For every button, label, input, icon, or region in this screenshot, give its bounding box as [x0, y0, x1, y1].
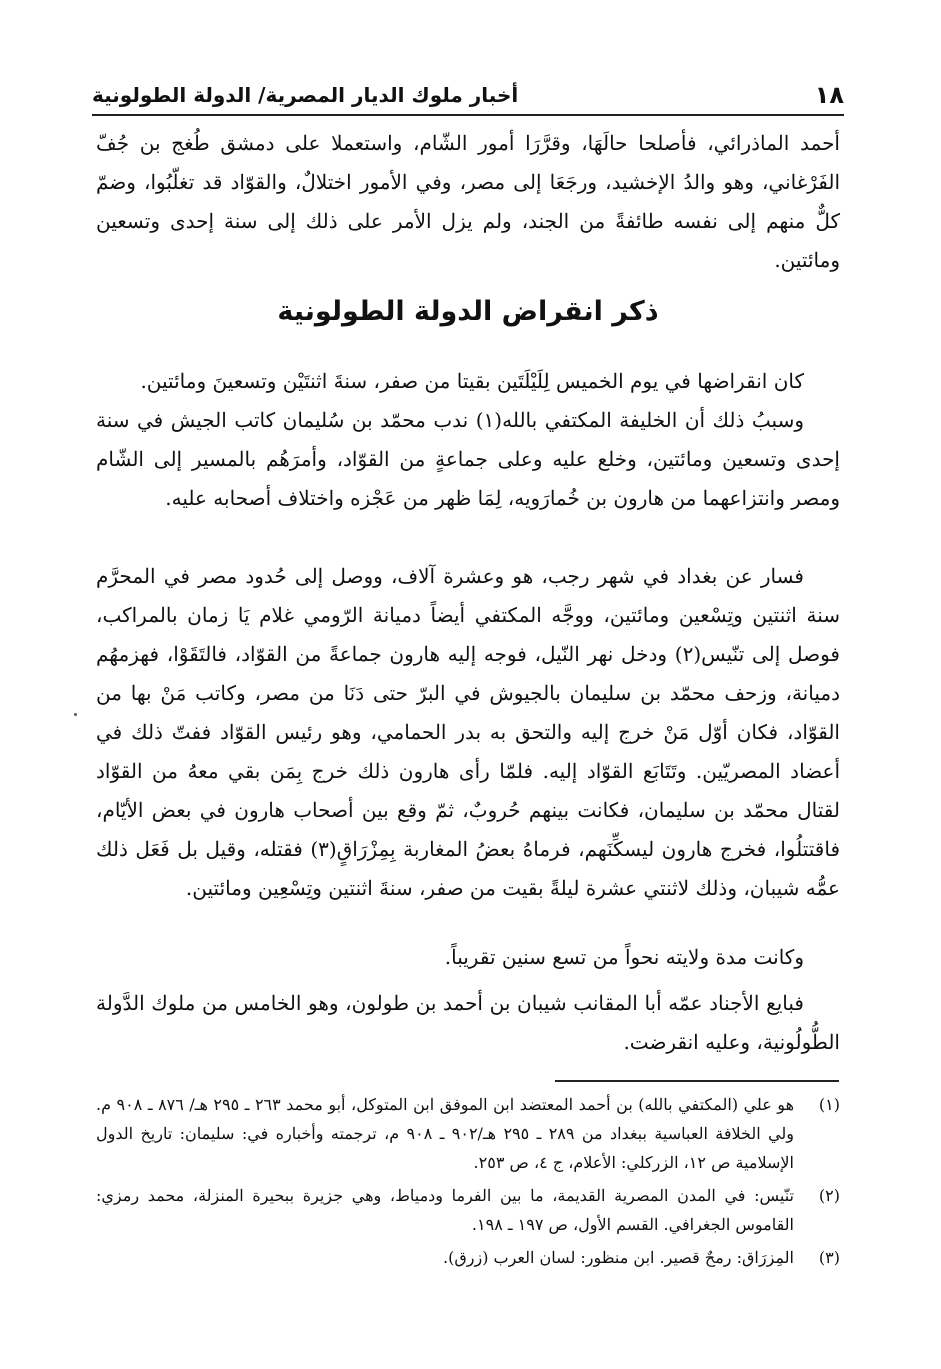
header-divider	[92, 114, 844, 116]
footnote-marker: (٣)	[818, 1248, 840, 1267]
body-paragraph: أحمد الماذرائي، فأصلحا حالَهَا، وقرَّرَا أمور الشّام، واستعملا على دمشق طُغج بن جُفّ الفَرْغاني، وهو والدُ الإخشيد، ورجَعَا إلى مصر، وفي الأمور اختلالٌ، والقوّاد قد تغلّبُوا، وضمّ كلٌّ منهم إلى نفسه طائفةً من الجند، ولم يزل الأمر على ذلك إلى سنة إحدى وتسعين ومائتين.	[96, 131, 840, 272]
footnote-text: المِزرَاق: رمحٌ قصير. ابن منظور: لسان العرب (زرق).	[443, 1248, 794, 1267]
section-heading: ذكر انقراض الدولة الطولونية	[277, 296, 659, 327]
body-paragraph: وسببُ ذلك أن الخليفة المكتفي بالله(١) ندب محمّد بن سُليمان كاتب الجيش في سنة إحدى وتسعين ومائتين، وخلع عليه وعلى جماعةٍ من القوّاد، وأمرَهُم بالمسير إلى الشّام ومصر وانتزاعهما من هارون بن خُمارَويه، لِمَا ظهر من عَجْزه واختلاف أصحابه عليه.	[96, 408, 840, 510]
footnote-text: هو علي (المكتفي بالله) بن أحمد المعتضد ابن الموفق ابن المتوكل، أبو محمد ٢٦٣ ـ ٢٩٥ هـ/ ٨٧٦ ـ ٩٠٨ م. ولي الخلافة العباسية ببغداد من ٢٨٩ ـ ٢٩٥ هـ/٩٠٢ ـ ٩٠٨ م، ترجمته وأخباره في: سليمان: تاريخ الدول الإسلامية ص ١٢، الزركلي: الأعلام، ج ٤، ص ٢٥٣.	[96, 1095, 795, 1172]
page-number: ١٨	[814, 81, 844, 109]
body-paragraph: فسار عن بغداد في شهر رجب، هو وعشرة آلاف، ووصل إلى حُدود مصر في المحرَّم سنة اثنتين وتِسْعين ومائتين، ووجَّه المكتفي أيضاً دميانة الرّومي غلام يَا زمان بالمراكب، فوصل إلى تنّيس(٢) ودخل نهر النّيل، فوجه إليه هارون جماعةً من القوّاد، فالتَقَوْا، فهزمهُم دميانة، وزحف محمّد بن سليمان بالجيوش في البرّ حتى دَنَا من مصر، وكاتب مَنْ بها من القوّاد، فكان أوّل مَنْ خرج إليه والتحق به بدر الحمامي، وهو رئيس القوّاد ففتّ ذلك في أعضاد المصريّين. وتَتَابَع القوّاد إليه. فلمّا رأى هارون ذلك خرج بِمَن بقي معهُ من القوّاد لقتال محمّد بن سليمان، فكانت بينهم حُروبٌ، ثمّ وقع بين أصحاب هارون في بعض الأيّام، فاقتتلُوا، فخرج هارون ليسكِّنَهم، فرماهُ بعضُ المغاربة بِمِزْرَاقٍ(٣) فقتله، وقيل بل فَعَل ذلك عمُّه شيبان، وذلك لاثنتي عشرة ليلةً بقيت من صفر، سنةَ اثنتين وتِسْعِين ومائتين.	[96, 564, 841, 900]
footnote-marker: (٢)	[818, 1186, 840, 1205]
body-paragraph: وكانت مدة ولايته نحواً من تسع سنين تقريباً.	[444, 945, 804, 969]
footnote-marker: (١)	[818, 1095, 840, 1114]
footnote-divider	[555, 1080, 839, 1082]
body-paragraph: كان انقراضها في يوم الخميس لِلَيْلَتَين بقيتا من صفر، سنةَ اثنتَيْن وتسعينَ ومائتين.	[140, 369, 804, 393]
page-header	[92, 76, 844, 114]
body-paragraph: فبايع الأجناد عمّه أبا المقانب شيبان بن أحمد بن طولون، وهو الخامس من ملوك الدَّولة الطُّولُونية، وعليه انقرضت.	[96, 991, 840, 1054]
footnote-item	[96, 1090, 840, 1177]
running-title: أخبار ملوك الديار المصرية/ الدولة الطولونية	[92, 83, 519, 107]
footnote-item	[96, 1181, 840, 1239]
footnote-text: تنّيس: في المدن المصرية القديمة، ما بين الفرما ودمياط، وهي جزيرة ببحيرة المنزلة، محمد رمزي: القاموس الجغرافي. القسم الأول، ص ١٩٧ ـ ١٩٨.	[96, 1186, 794, 1234]
print-speck	[74, 713, 77, 716]
footnotes	[96, 1090, 840, 1276]
footnote-item	[96, 1243, 840, 1272]
